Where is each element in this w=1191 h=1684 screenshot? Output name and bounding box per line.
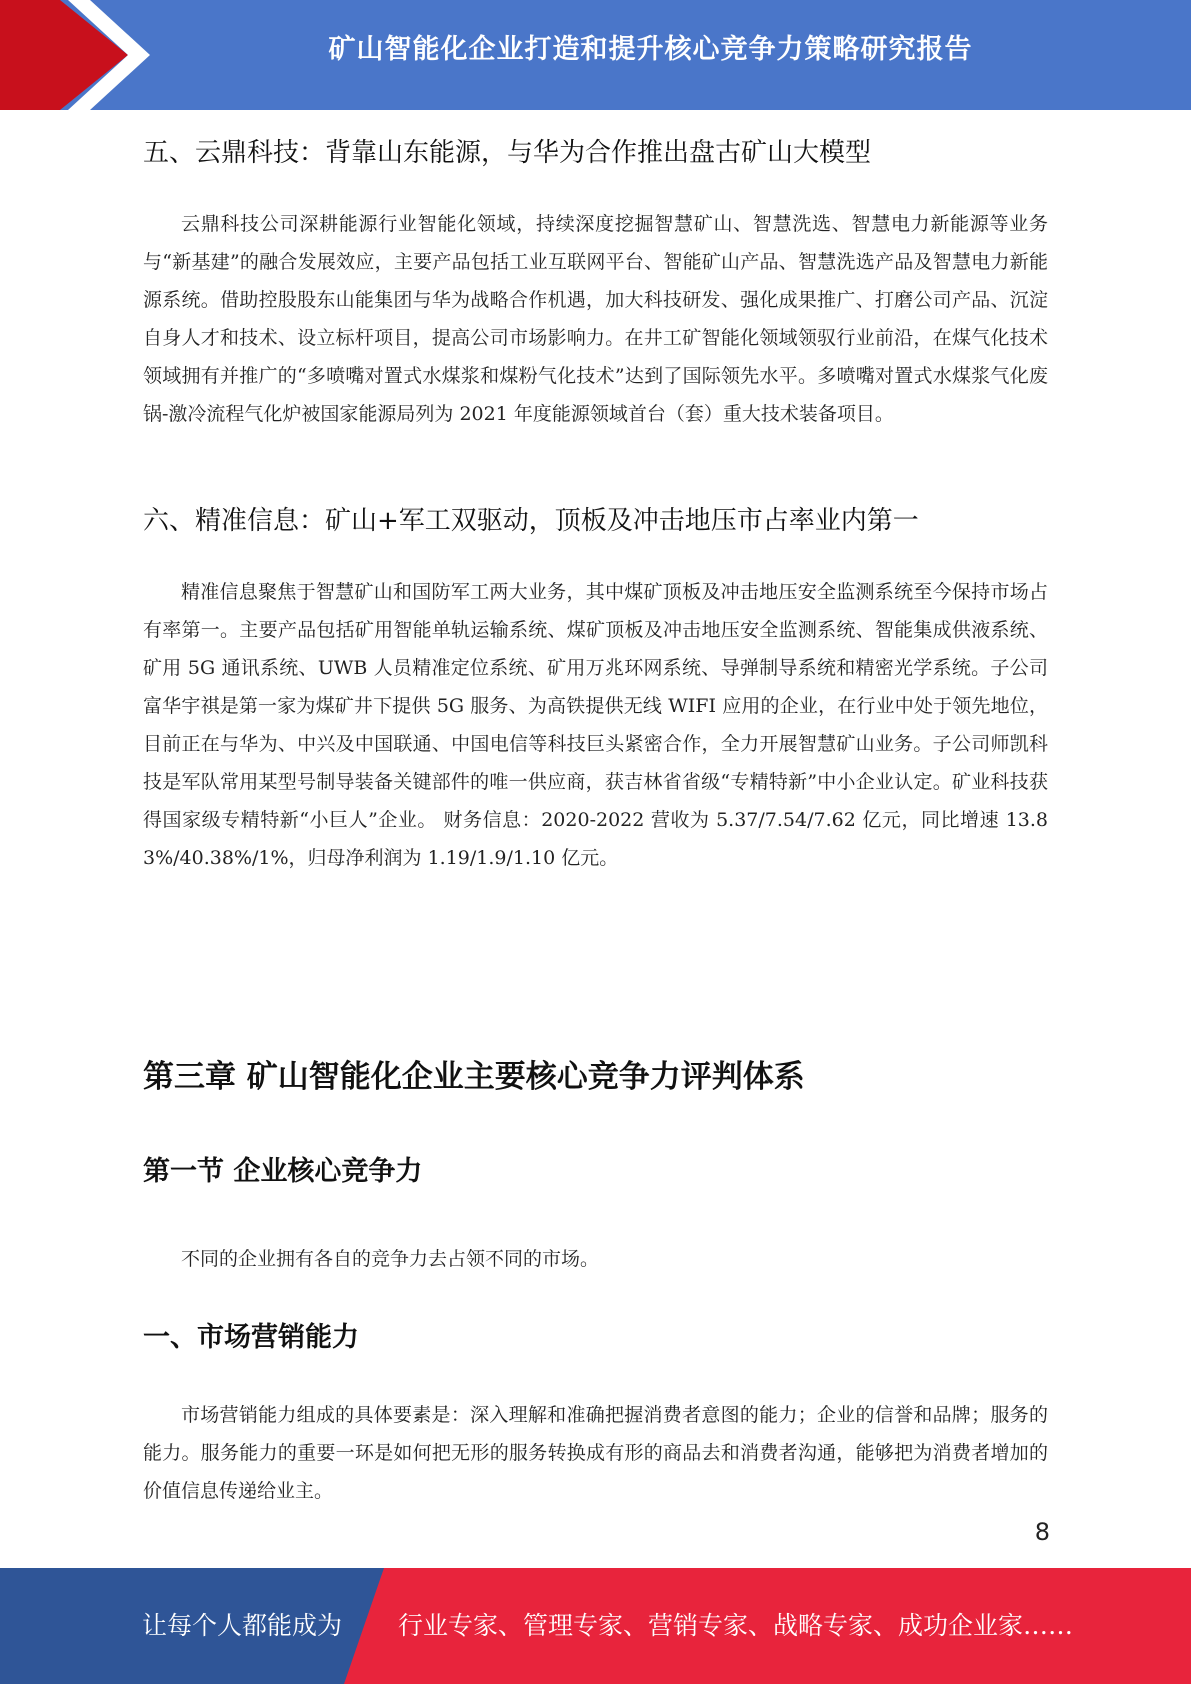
footer-slogan-right: 行业专家、管理专家、营销专家、战略专家、成功企业家…… bbox=[398, 1611, 1074, 1640]
section-five-paragraph: 云鼎科技公司深耕能源行业智能化领域，持续深度挖掘智慧矿山、智慧洗选、智慧电力新能源等业务与“新基建”的融合发展效应，主要产品包括工业互联网平台、智能矿山产品、智慧洗选产品及智慧电力新能源系统。借助控股股东山能集团与华为战略合作机遇，加大科技研发、强化成果推广、打磨公司产品、沉淀自身人才和技术、设立标杆项目，提高公司市场影响力。在井工矿智能化领域领驭行业前沿，在煤气化技术领域拥有并推广的“多喷嘴对置式水煤浆和煤粉气化技术”达到了国际领先水平。多喷嘴对置式水煤浆气化废锅-激冷流程气化炉被国家能源局列为 2021 年度能源领域首台（套）重大技术装备项目。 bbox=[143, 213, 1048, 425]
section-one-paragraph: 不同的企业拥有各自的竞争力去占领不同的市场。 bbox=[181, 1248, 600, 1270]
section-six-heading: 六、精准信息：矿山+军工双驱动，顶板及冲击地压市占率业内第一 bbox=[143, 506, 919, 536]
page-header bbox=[0, 0, 1191, 112]
footer-slogan-left: 让每个人都能成为 bbox=[142, 1611, 343, 1640]
marketing-paragraph: 市场营销能力组成的具体要素是：深入理解和准确把握消费者意图的能力；企业的信誉和品牌；服务的能力。服务能力的重要一环是如何把无形的服务转换成有形的商品去和消费者沟通，能够把为消费者增加的价值信息传递给业主。 bbox=[143, 1404, 1048, 1502]
section-six-paragraph: 精准信息聚焦于智慧矿山和国防军工两大业务，其中煤矿顶板及冲击地压安全监测系统至今保持市场占有率第一。主要产品包括矿用智能单轨运输系统、煤矿顶板及冲击地压安全监测系统、智能集成供液系统、矿用 5G 通讯系统、UWB 人员精准定位系统、矿用万兆环网系统、导弹制导系统和精密光学系统。子公司富华宇祺是第一家为煤矿井下提供 5G 服务、为高铁提供无线 WIFI 应用的企业，在行业中处于领先地位，目前正在与华为、中兴及中国联通、中国电信等科技巨头紧密合作，全力开展智慧矿山业务。子公司师凯科技是军队常用某型号制导装备关键部件的唯一供应商，获吉林省省级“专精特新”中小企业认定。矿业科技获得国家级专精特新“小巨人”企业。 财务信息：2020-2022 营收为 5.37/7.54/7.62 亿元，同比增速 13.83%/40.38%/1%，归母净利润为 1.19/1.9/1.10 亿元。 bbox=[143, 581, 1048, 869]
page-footer bbox=[0, 1568, 1191, 1684]
marketing-heading: 一、市场营销能力 bbox=[143, 1322, 359, 1353]
section-five-heading: 五、云鼎科技：背靠山东能源，与华为合作推出盘古矿山大模型 bbox=[143, 138, 872, 168]
report-title: 矿山智能化企业打造和提升核心竞争力策略研究报告 bbox=[328, 34, 973, 65]
chapter-three-heading: 第三章 矿山智能化企业主要核心竞争力评判体系 bbox=[143, 1059, 805, 1095]
page-number: 8 bbox=[1034, 1518, 1050, 1546]
section-one-heading: 第一节 企业核心竞争力 bbox=[143, 1156, 423, 1187]
